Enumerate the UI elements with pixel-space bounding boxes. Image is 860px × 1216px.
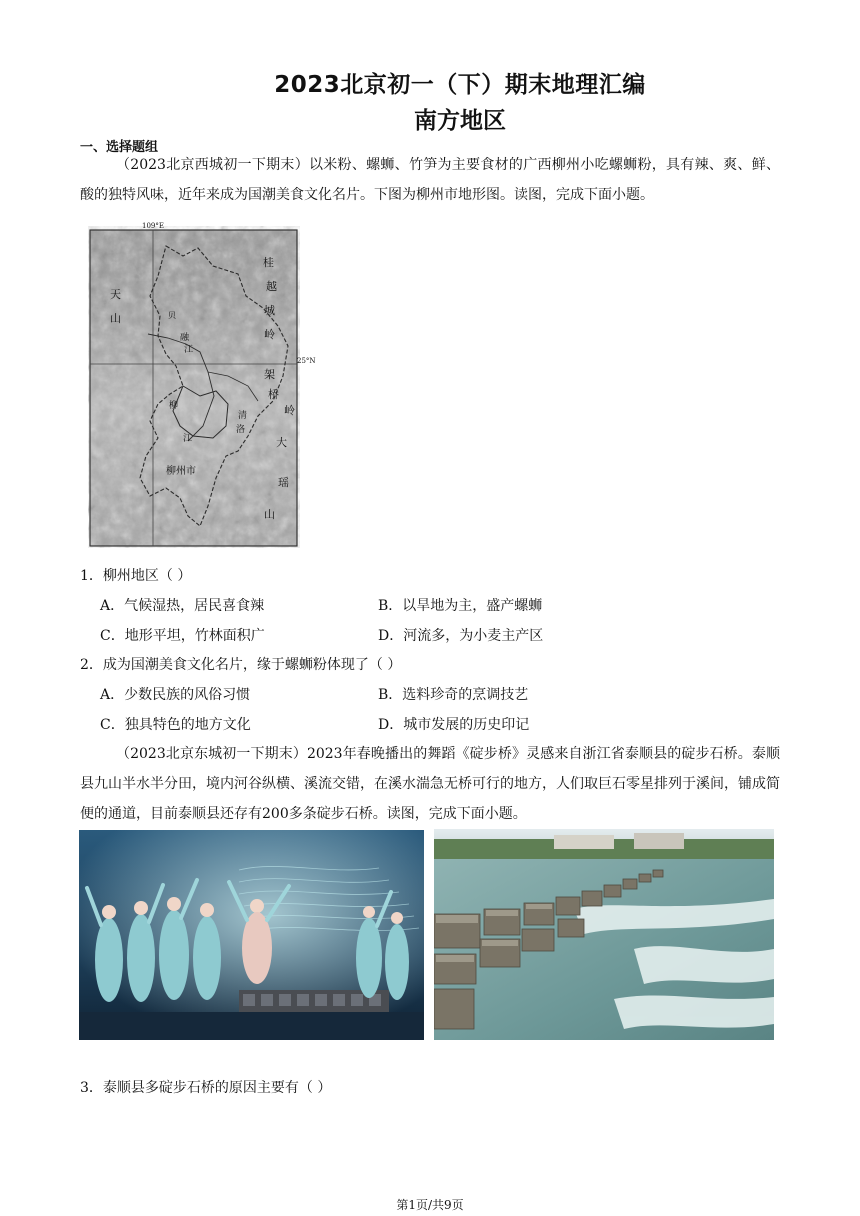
liuzhou-topographic-map xyxy=(88,222,316,548)
question-2-number: 2． xyxy=(80,657,103,673)
question-1-stem: 柳州地区（ ） xyxy=(102,568,192,584)
question-1 xyxy=(80,565,191,585)
passage-intro-taishun: （2023北京东城初一下期末）2023年春晚播出的舞蹈《碇步桥》灵感来自浙江省泰顺县的碇步石桥。泰顺县九山半水半分田，境内河谷纵横、溪流交错，在溪水湍急无桥可行的地方，人们取巨石零星排列于溪间，铺成简便的通道，目前泰顺县还存有200多条碇步石桥。读图，完成下面小题。 xyxy=(80,746,780,822)
stepping-stone-bridge-photo xyxy=(434,829,774,1040)
question-2 xyxy=(80,654,401,674)
question-2-option-b: B．选料珍奇的烹调技艺 xyxy=(378,687,529,703)
document-subtitle: 南方地区 xyxy=(414,108,506,134)
map-label-yue: 越 xyxy=(266,280,277,293)
question-1-number: 1． xyxy=(80,568,103,584)
question-3-stem: 泰顺县多碇步石桥的原因主要有（ ） xyxy=(102,1080,332,1096)
question-1-option-d: D．河流多，为小麦主产区 xyxy=(378,628,544,644)
map-label-bei: 贝 xyxy=(168,311,176,320)
map-label-jia: 架 xyxy=(264,368,275,381)
question-3-number: 3． xyxy=(80,1080,103,1096)
question-1-option-b: B．以旱地为主，盛产螺蛳 xyxy=(378,598,543,614)
map-label-liu: 柳 xyxy=(169,401,179,411)
map-label-cheng: 城 xyxy=(264,304,275,317)
map-label-yao: 瑶 xyxy=(278,476,289,489)
longitude-label: 109°E xyxy=(142,222,164,230)
question-3 xyxy=(80,1077,331,1097)
map-label-liuzhou-city: 柳州市 xyxy=(166,466,196,477)
map-label-tian: 天 xyxy=(110,288,121,301)
map-label-qing: 清 xyxy=(238,411,248,421)
map-label-shan: 山 xyxy=(110,312,121,325)
question-1-option-c: C．地形平坦，竹林面积广 xyxy=(100,628,265,644)
map-label-da: 大 xyxy=(276,436,287,449)
map-label-jiang-2: 江 xyxy=(183,434,193,444)
question-1-option-a: A．气候湿热，居民喜食辣 xyxy=(100,598,265,614)
map-label-rong: 融 xyxy=(180,333,190,343)
question-2-option-c: C．独具特色的地方文化 xyxy=(100,717,251,733)
map-label-shan-2: 山 xyxy=(264,508,275,521)
map-label-luo: 洛 xyxy=(236,425,246,435)
map-label-jiang: 江 xyxy=(184,345,194,355)
section-heading: 一、选择题组 xyxy=(80,140,159,155)
map-label-ling: 岭 xyxy=(264,328,275,341)
map-label-gui: 桂 xyxy=(263,256,274,269)
latitude-label: 25°N xyxy=(297,357,316,365)
passage-intro-liuzhou: （2023北京西城初一下期末）以米粉、螺蛳、竹笋为主要食材的广西柳州小吃螺蛳粉，具有辣、爽、鲜、酸的独特风味，近年来成为国潮美食文化名片。下图为柳州市地形图。读图，完成下面小题。 xyxy=(80,157,780,203)
document-title: 2023北京初一（下）期末地理汇编 xyxy=(274,72,646,98)
question-2-option-a: A．少数民族的风俗习惯 xyxy=(100,687,251,703)
question-2-option-d: D．城市发展的历史印记 xyxy=(378,717,530,733)
question-2-stem: 成为国潮美食文化名片，缘于螺蛳粉体现了（ ） xyxy=(102,657,402,673)
page-number-footer: 第1页/共9页 xyxy=(396,1198,464,1212)
map-label-qiao: 桥 xyxy=(268,388,279,401)
map-label-ling-2: 岭 xyxy=(284,404,295,417)
dance-performance-photo xyxy=(79,830,424,1040)
